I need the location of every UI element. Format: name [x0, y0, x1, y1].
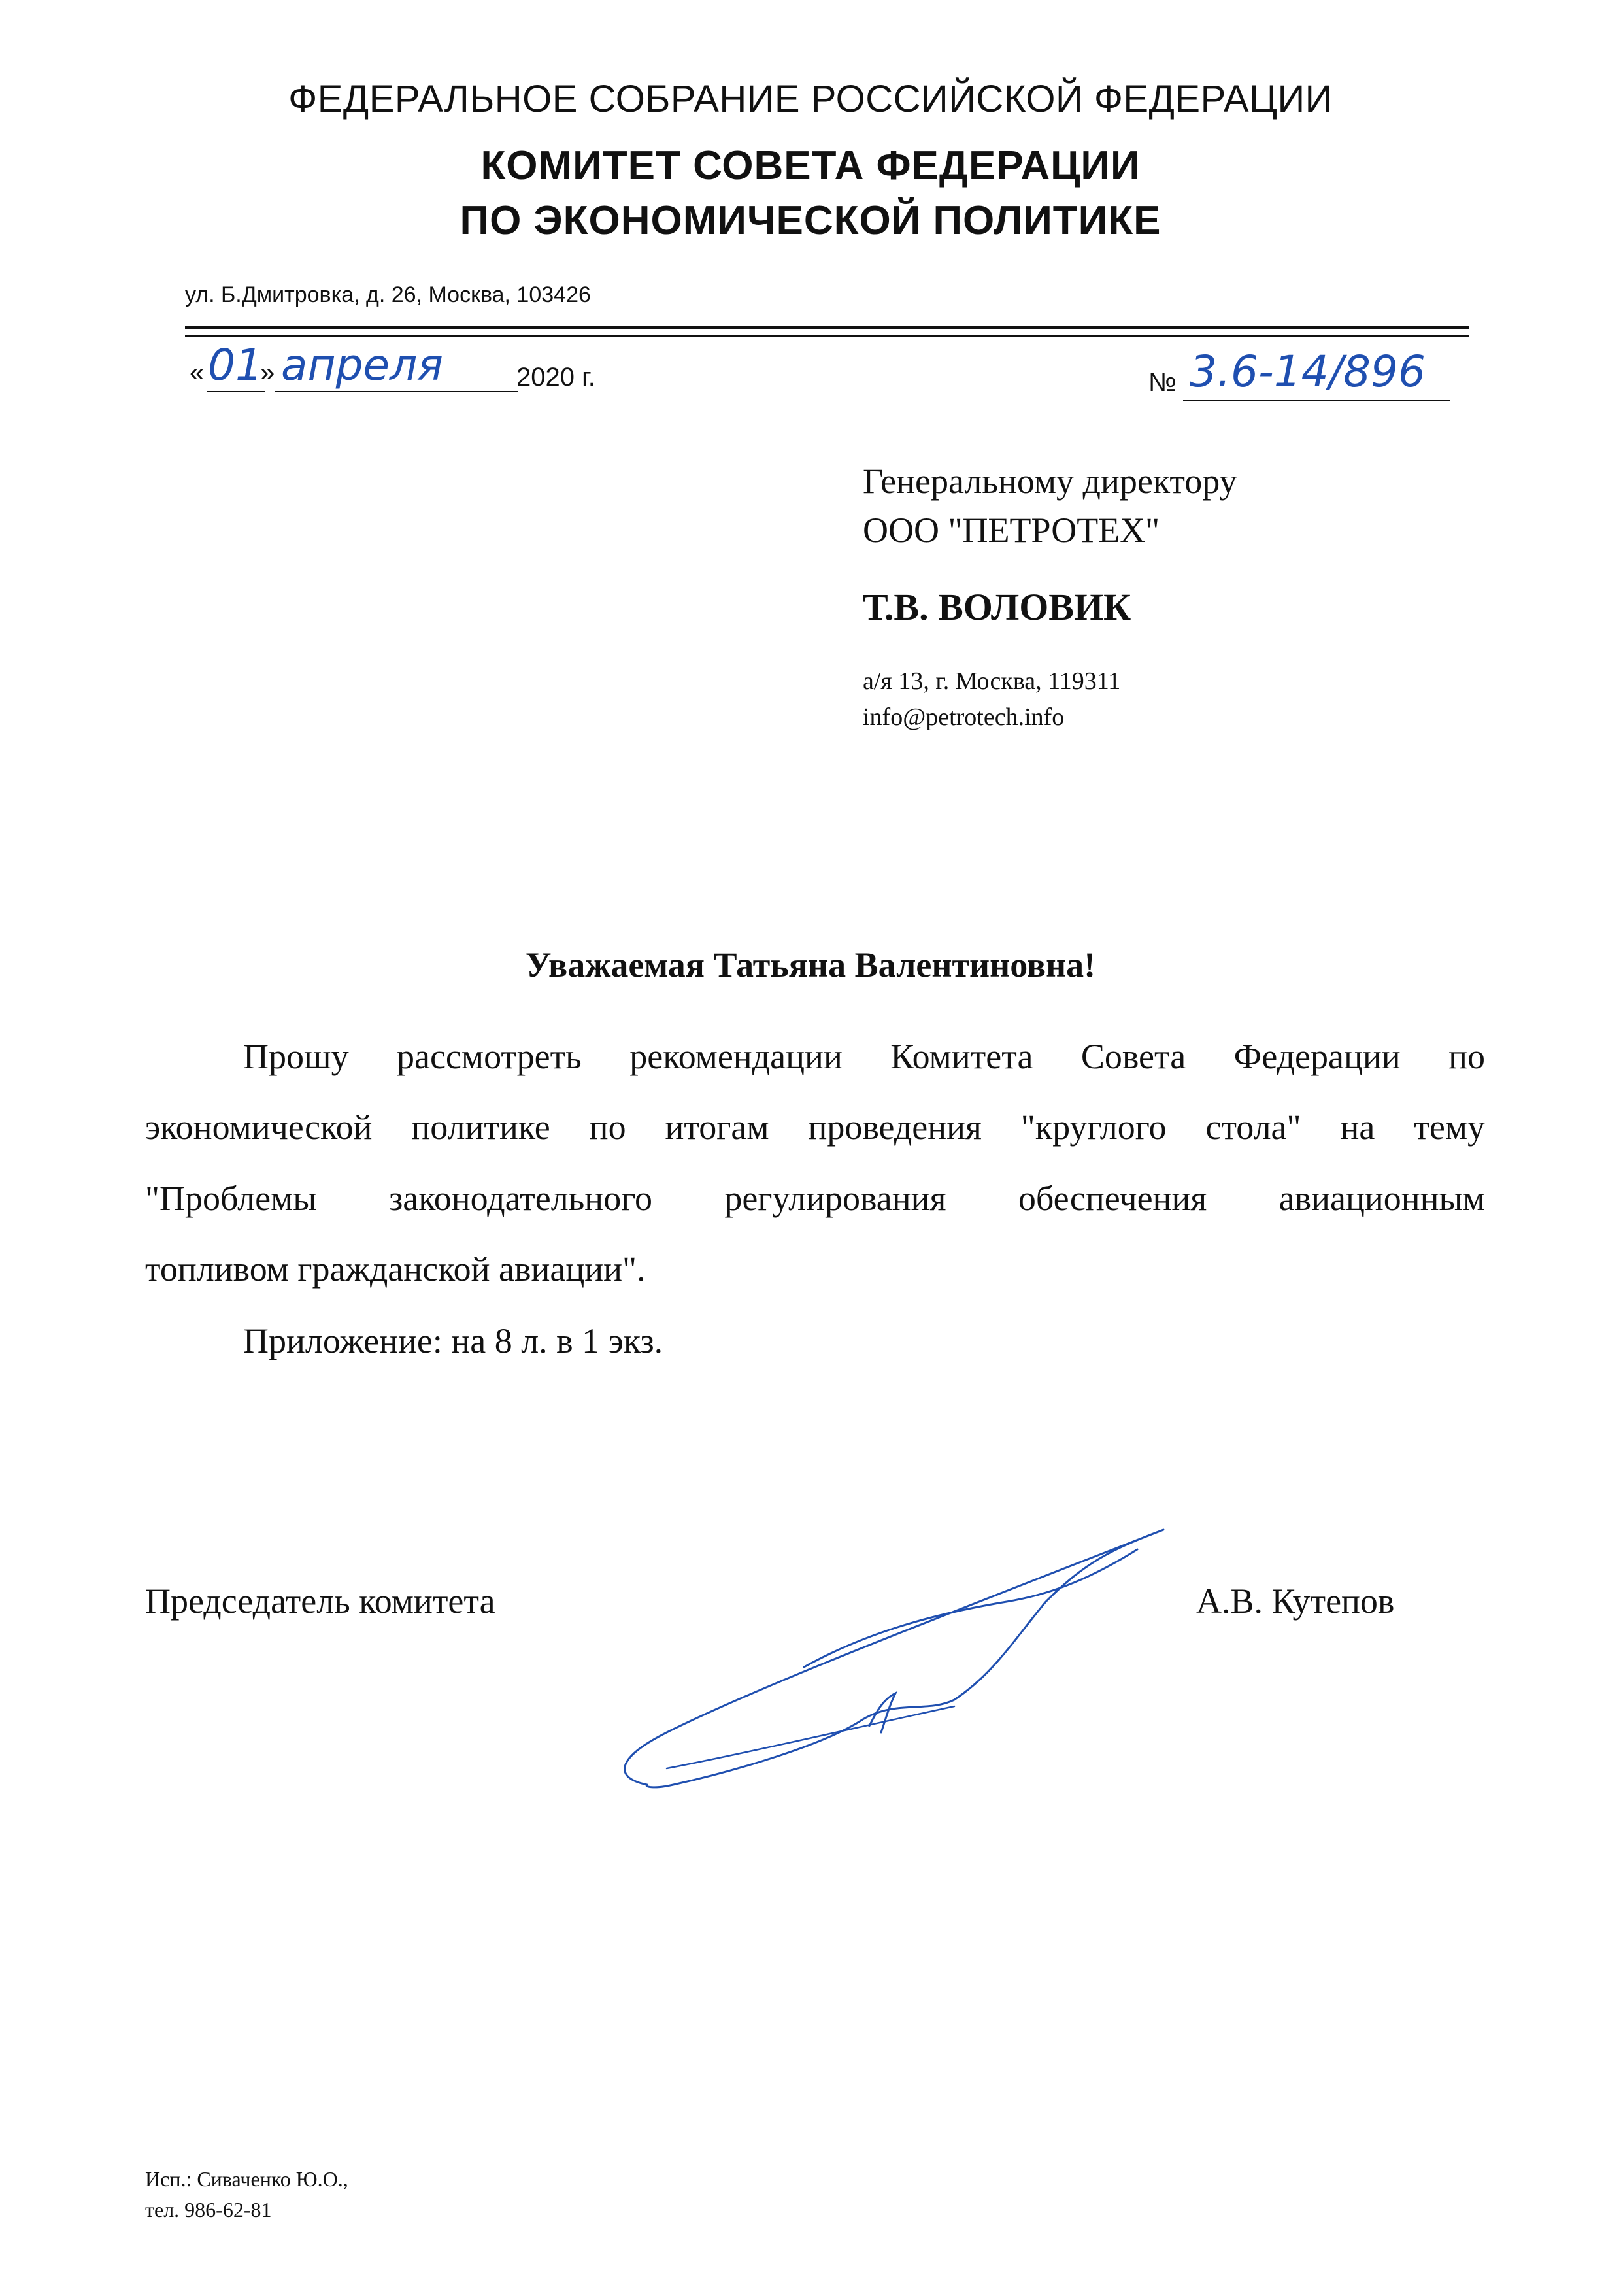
recipient-organization: ООО "ПЕТРОТЕХ" — [863, 511, 1160, 550]
number-sign: № — [1148, 368, 1177, 397]
attachment-note: Приложение: на 8 л. в 1 экз. — [243, 1321, 663, 1360]
recipient-title: Генеральному директору — [863, 462, 1237, 501]
signer-name: А.В. Кутепов — [1196, 1581, 1395, 1621]
executor-name: Исп.: Сиваченко Ю.О., — [145, 2167, 348, 2191]
date-quote-close: » — [260, 358, 275, 387]
date-year: 2020 г. — [516, 363, 595, 392]
letterhead-address: ул. Б.Дмитровка, д. 26, Москва, 103426 — [185, 282, 591, 307]
letterhead-divider-thick — [185, 326, 1469, 329]
date-month-handwritten: апреля — [281, 340, 443, 390]
recipient-postal-address: а/я 13, г. Москва, 119311 — [863, 667, 1121, 695]
letterhead-parliament: ФЕДЕРАЛЬНОЕ СОБРАНИЕ РОССИЙСКОЙ ФЕДЕРАЦИИ — [288, 78, 1333, 120]
letterhead-committee-line1: КОМИТЕТ СОВЕТА ФЕДЕРАЦИИ — [480, 143, 1141, 188]
date-quote-open: « — [190, 358, 205, 387]
letterhead-committee-line2: ПО ЭКОНОМИЧЕСКОЙ ПОЛИТИКЕ — [460, 198, 1161, 243]
date-day-underline — [207, 391, 265, 392]
registration-number-handwritten: 3.6-14/896 — [1190, 346, 1426, 397]
body-line: Прошу рассмотреть рекомендации Комитета Совета Федерации по — [243, 1037, 1485, 1076]
body-line: "Проблемы законодательного регулирования обеспечения авиационным — [145, 1179, 1485, 1218]
date-day-handwritten: 01 — [208, 340, 263, 390]
recipient-email: info@petrotech.info — [863, 703, 1065, 731]
number-underline — [1183, 400, 1450, 401]
date-month-underline — [275, 391, 518, 392]
handwritten-signature — [588, 1504, 1177, 1791]
body-line: экономической политике по итогам проведения "круглого стола" на тему — [145, 1107, 1485, 1147]
recipient-name: Т.В. ВОЛОВИК — [863, 586, 1131, 628]
signer-position: Председатель комитета — [145, 1581, 495, 1621]
letterhead-divider-thin — [185, 335, 1469, 337]
body-line: топливом гражданской авиации". — [145, 1249, 646, 1289]
executor-phone: тел. 986-62-81 — [145, 2198, 272, 2221]
salutation: Уважаемая Татьяна Валентиновна! — [525, 945, 1096, 985]
